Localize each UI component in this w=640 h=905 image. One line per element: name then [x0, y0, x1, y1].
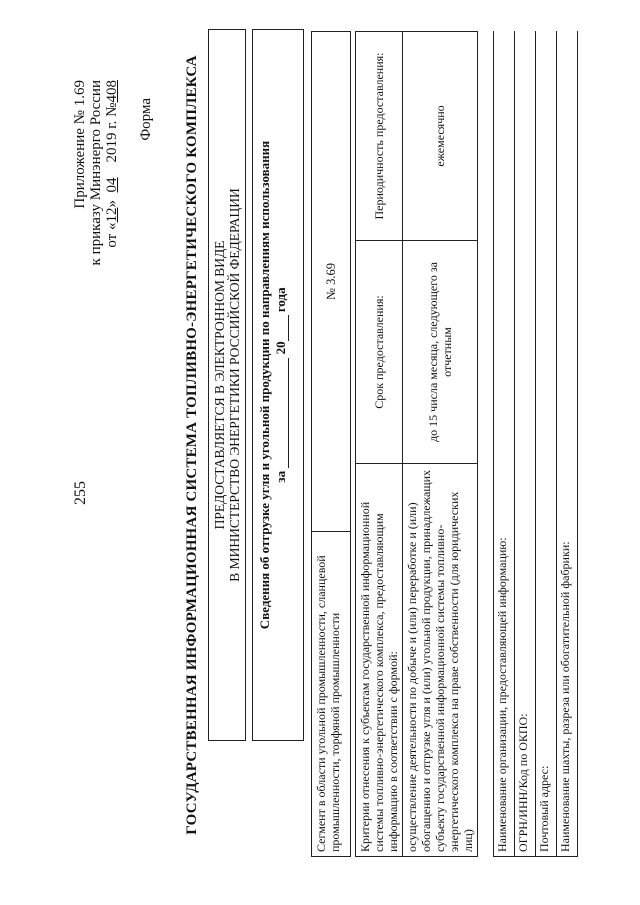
form-label: Форма: [138, 98, 154, 141]
org-field-label: Почтовый адрес:: [536, 364, 557, 857]
org-field-value[interactable]: [515, 31, 536, 364]
organization-fields-table: [493, 31, 578, 857]
frequency-header: Периодичность предоставления:: [356, 32, 403, 241]
org-field-label: Наименование организации, предоставляющей информацию:: [494, 364, 515, 857]
deadline-value: до 15 числа месяца, следующего за отчетным: [403, 241, 478, 464]
org-field-label: Наименование шахты, разреза или обогатительной фабрики:: [557, 364, 578, 857]
submission-line-2: В МИНИСТЕРСТВО ЭНЕРГЕТИКИ РОССИЙСКОЙ ФЕДЕРАЦИИ: [227, 188, 242, 582]
page-number: 255: [72, 481, 89, 505]
org-field-row: [557, 31, 578, 857]
report-period: [273, 30, 289, 740]
system-title: ГОСУДАРСТВЕННАЯ ИНФОРМАЦИОННАЯ СИСТЕМА ТОПЛИВНО-ЭНЕРГЕТИЧЕСКОГО КОМПЛЕКСА: [184, 55, 200, 835]
criteria-description: осуществление деятельности по добыче и (или) переработке и (или) обогащению и отгрузке угля и (или) угольной продукции, принадлежащих субъекту государственной информационной системы топливно-энергетического комплекса на праве собственности (для юридических лиц): [403, 464, 478, 857]
appendix-line-1: Приложение № 1.69: [72, 80, 88, 209]
org-field-row: [536, 31, 557, 857]
period-year: 20: [273, 341, 288, 355]
criteria-header: Критерии отнесения к субъектам государственной информационной системы топливно-энергетического комплекса, предоставляющим информацию в соответствии с формой:: [356, 464, 403, 857]
date-day: 12: [104, 207, 120, 223]
submission-box: [208, 29, 246, 741]
org-field-value[interactable]: [536, 31, 557, 364]
org-field-label: ОГРН/ИНН/Код по ОКПО:: [515, 364, 536, 857]
segment-table: [311, 31, 351, 857]
org-field-row: [515, 31, 536, 857]
date-prefix: от «: [104, 222, 120, 248]
segment-text: Сегмент в области угольной промышленности, сланцевой промышленности, торфяной промышленности: [312, 532, 351, 857]
appendix-header: [72, 80, 120, 265]
period-blank: [288, 358, 289, 468]
date-year: 2019 г. №: [104, 102, 120, 163]
form-code: № 3.69: [312, 32, 351, 532]
period-prefix: за: [273, 470, 288, 483]
report-title-box: [252, 29, 304, 741]
date-mid: »: [104, 200, 120, 208]
deadline-header: Срок предоставления:: [356, 241, 403, 464]
appendix-date-line: [104, 80, 120, 265]
submission-line-1: ПРЕДОСТАВЛЯЕТСЯ В ЭЛЕКТРОННОМ ВИДЕ: [212, 240, 227, 530]
org-field-value[interactable]: [494, 31, 515, 364]
criteria-table: [355, 31, 478, 857]
period-suffix: года: [273, 287, 288, 313]
org-field-row: [494, 31, 515, 857]
frequency-value: ежемесячно: [403, 32, 478, 241]
report-title: Сведения об отгрузке угля и угольной продукции по направлениям использования: [257, 140, 272, 630]
order-number: 408: [104, 80, 120, 103]
date-month: 04: [104, 177, 120, 193]
period-year-blank: [288, 315, 289, 341]
org-field-value[interactable]: [557, 31, 578, 364]
appendix-line-2: к приказу Минэнерго России: [88, 80, 104, 266]
